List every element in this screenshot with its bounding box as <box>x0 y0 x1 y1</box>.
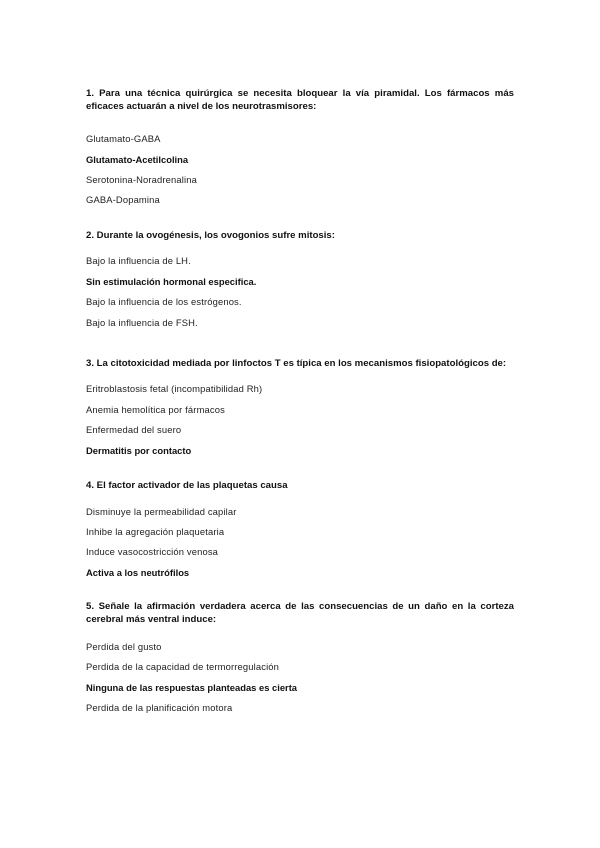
question-2-option-c: Bajo la influencia de los estrógenos. <box>86 296 242 307</box>
question-2-option-a: Bajo la influencia de LH. <box>86 255 191 266</box>
question-5-option-c: Ninguna de las respuestas planteadas es cierta <box>86 682 298 693</box>
question-2-title: 2. Durante la ovogénesis, los ovogonios sufre mitosis: <box>86 230 335 241</box>
question-3-option-c: Enfermedad del suero <box>86 424 182 435</box>
question-3-title: 3. La citotoxicidad mediada por linfoctos T es típica en los mecanismos fisiopatológicos de: <box>86 358 507 369</box>
question-5-option-d: Perdida de la planificación motora <box>86 702 233 713</box>
question-3-option-a: Eritroblastosis fetal (incompatibilidad Rh) <box>86 383 263 394</box>
question-3-option-d: Dermatitis por contacto <box>86 445 192 456</box>
question-4-option-b: Inhibe la agregación plaquetaria <box>86 526 225 537</box>
question-1-option-c: Serotonina-Noradrenalina <box>86 174 197 185</box>
question-1-option-a: Glutamato-GABA <box>86 133 161 144</box>
question-5-option-b: Perdida de la capacidad de termorregulación <box>86 661 280 672</box>
question-4-option-c: Induce vasocostricción venosa <box>86 546 219 557</box>
question-4-title: 4. El factor activador de las plaquetas causa <box>86 480 288 491</box>
question-1-title: 1. Para una técnica quirúrgica se necesita bloquear la vía piramidal. Los fármacos más eficaces actuarán a nivel de los neurotrasmisores: <box>86 88 514 112</box>
question-3-option-b: Anemia hemolítica por fármacos <box>86 404 225 415</box>
question-2-option-d: Bajo la influencia de FSH. <box>86 317 198 328</box>
question-5-title: 5. Señale la afirmación verdadera acerca de las consecuencias de un daño en la corteza cerebral más ventral induce: <box>86 601 514 625</box>
question-4-option-d: Activa a los neutrófilos <box>86 567 190 578</box>
question-2-option-b: Sin estimulación hormonal especifica. <box>86 276 257 287</box>
question-1-option-d: GABA-Dopamina <box>86 194 160 205</box>
question-5-option-a: Perdida del gusto <box>86 641 162 652</box>
question-4-option-a: Disminuye la permeabilidad capilar <box>86 506 237 517</box>
question-1-option-b: Glutamato-Acetilcolina <box>86 154 189 165</box>
